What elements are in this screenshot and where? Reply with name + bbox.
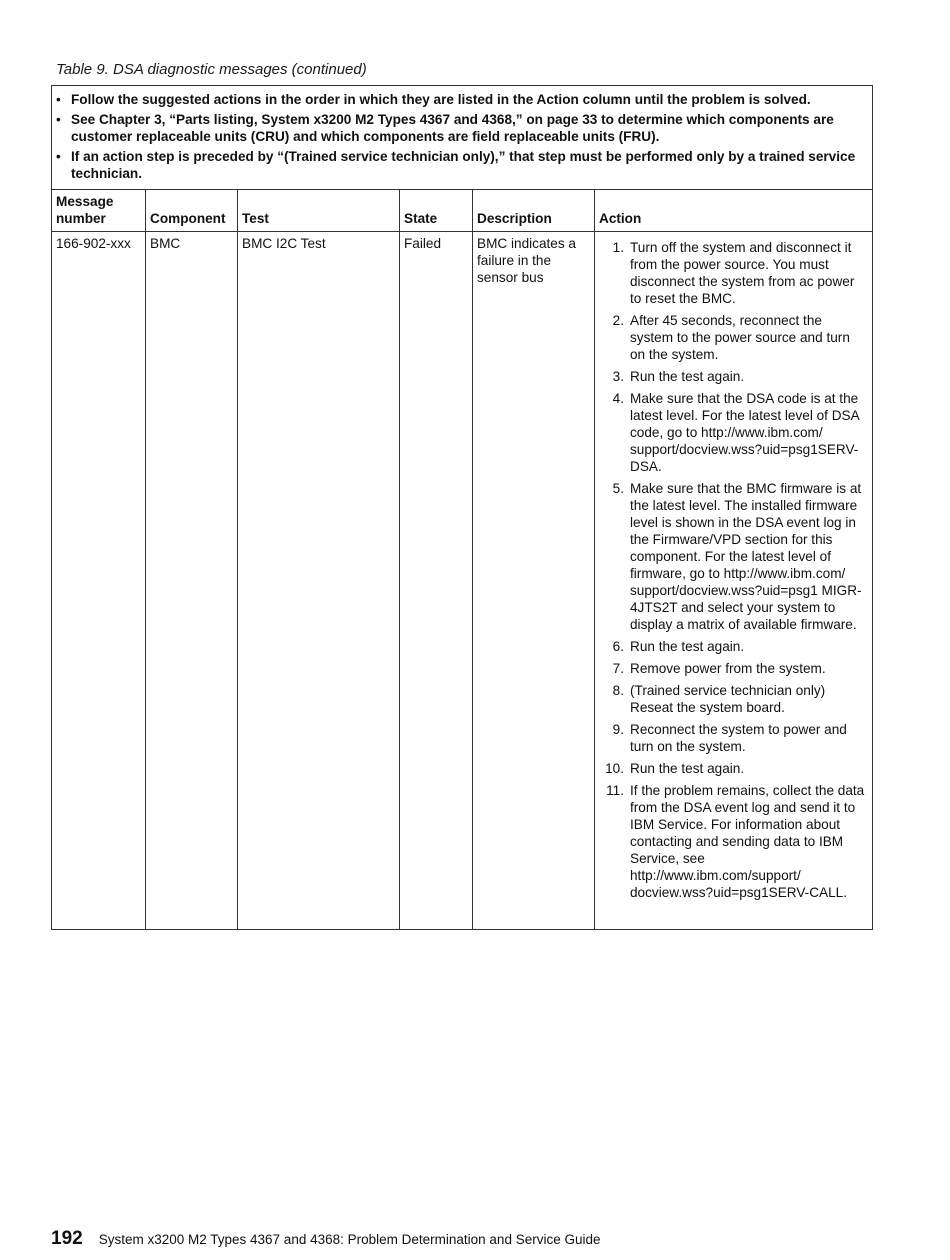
cell-message-number: 166-902-xxx: [52, 232, 146, 930]
step-number: 9.: [612, 722, 624, 737]
step-text: Run the test again.: [630, 369, 745, 384]
dsa-messages-table: [51, 85, 873, 930]
cell-description: BMC indicates a failure in the sensor bus: [473, 232, 595, 930]
notes-cell: [52, 86, 873, 190]
cell-state: Failed: [400, 232, 473, 930]
bullet-icon: •: [56, 112, 61, 127]
action-step: [599, 782, 868, 901]
step-text: Make sure that the DSA code is at the latest level. For the latest level of DSA code, go to http://www.ibm.com/ support/docview.wss?uid=psg1SERV-DSA.: [630, 391, 859, 474]
step-number: 7.: [612, 661, 624, 676]
step-number: 8.: [612, 683, 624, 698]
action-step: [599, 312, 868, 363]
step-number: 5.: [612, 481, 624, 496]
step-number: 6.: [612, 639, 624, 654]
table-row: [52, 232, 873, 930]
note-text: If an action step is preceded by “(Trained service technician only),” that step must be performed only by a trained service technician.: [71, 149, 856, 181]
action-step: [599, 638, 868, 655]
step-text: If the problem remains, collect the data from the DSA event log and send it to IBM Service. For information about contacting and sending data to IBM Service, see http://www.ibm.com/support/ docview.wss?uid=psg1SERV-CALL.: [630, 783, 865, 900]
header-test: Test: [238, 190, 400, 232]
page-footer: [51, 1228, 601, 1250]
step-number: 11.: [606, 783, 624, 798]
step-text: Reconnect the system to power and turn on the system.: [630, 722, 847, 754]
header-action: Action: [595, 190, 873, 232]
bullet-icon: •: [56, 92, 61, 107]
step-text: (Trained service technician only) Reseat the system board.: [630, 683, 826, 715]
table-caption: Table 9. DSA diagnostic messages (continued): [56, 61, 367, 78]
header-description: Description: [473, 190, 595, 232]
step-text: Run the test again.: [630, 639, 745, 654]
note-item: [56, 148, 864, 182]
action-steps: [599, 239, 868, 901]
header-state: State: [400, 190, 473, 232]
step-text: Remove power from the system.: [630, 661, 826, 676]
step-text: After 45 seconds, reconnect the system to the power source and turn on the system.: [630, 313, 850, 362]
cell-component: BMC: [146, 232, 238, 930]
step-text: Turn off the system and disconnect it from the power source. You must disconnect the system from ac power to reset the BMC.: [630, 240, 855, 306]
action-step: [599, 368, 868, 385]
step-text: Run the test again.: [630, 761, 745, 776]
step-number: 2.: [612, 313, 624, 328]
bullet-icon: •: [56, 149, 61, 164]
action-step: [599, 682, 868, 716]
header-component: Component: [146, 190, 238, 232]
note-text: See Chapter 3, “Parts listing, System x3200 M2 Types 4367 and 4368,” on page 33 to determine which components are customer replaceable units (CRU) and which components are field replaceable units (FRU).: [71, 112, 834, 144]
step-text: Make sure that the BMC firmware is at the latest level. The installed firmware level is shown in the DSA event log in the Firmware/VPD section for this component. For the latest level of firmware, go to http://www.ibm.com/ support/docview.wss?uid=psg1 MIGR-4JTS2T and select your system to display a matrix of available firmware.: [630, 481, 862, 632]
cell-test: BMC I2C Test: [238, 232, 400, 930]
note-item: [56, 111, 864, 145]
step-number: 3.: [612, 369, 624, 384]
notes-row: [52, 86, 873, 190]
cell-action: [595, 232, 873, 930]
note-item: [56, 91, 864, 108]
action-step: [599, 480, 868, 633]
page-number: 192: [51, 1228, 83, 1249]
action-step: [599, 660, 868, 677]
action-step: [599, 760, 868, 777]
step-number: 1.: [612, 240, 624, 255]
footer-title: System x3200 M2 Types 4367 and 4368: Problem Determination and Service Guide: [98, 1232, 601, 1247]
action-step: [599, 390, 868, 475]
action-step: [599, 721, 868, 755]
header-message-number: Message number: [52, 190, 146, 232]
note-text: Follow the suggested actions in the order in which they are listed in the Action column until the problem is solved.: [71, 92, 811, 107]
step-number: 4.: [612, 391, 624, 406]
action-step: [599, 239, 868, 307]
step-number: 10.: [605, 761, 624, 776]
header-row: [52, 190, 873, 232]
